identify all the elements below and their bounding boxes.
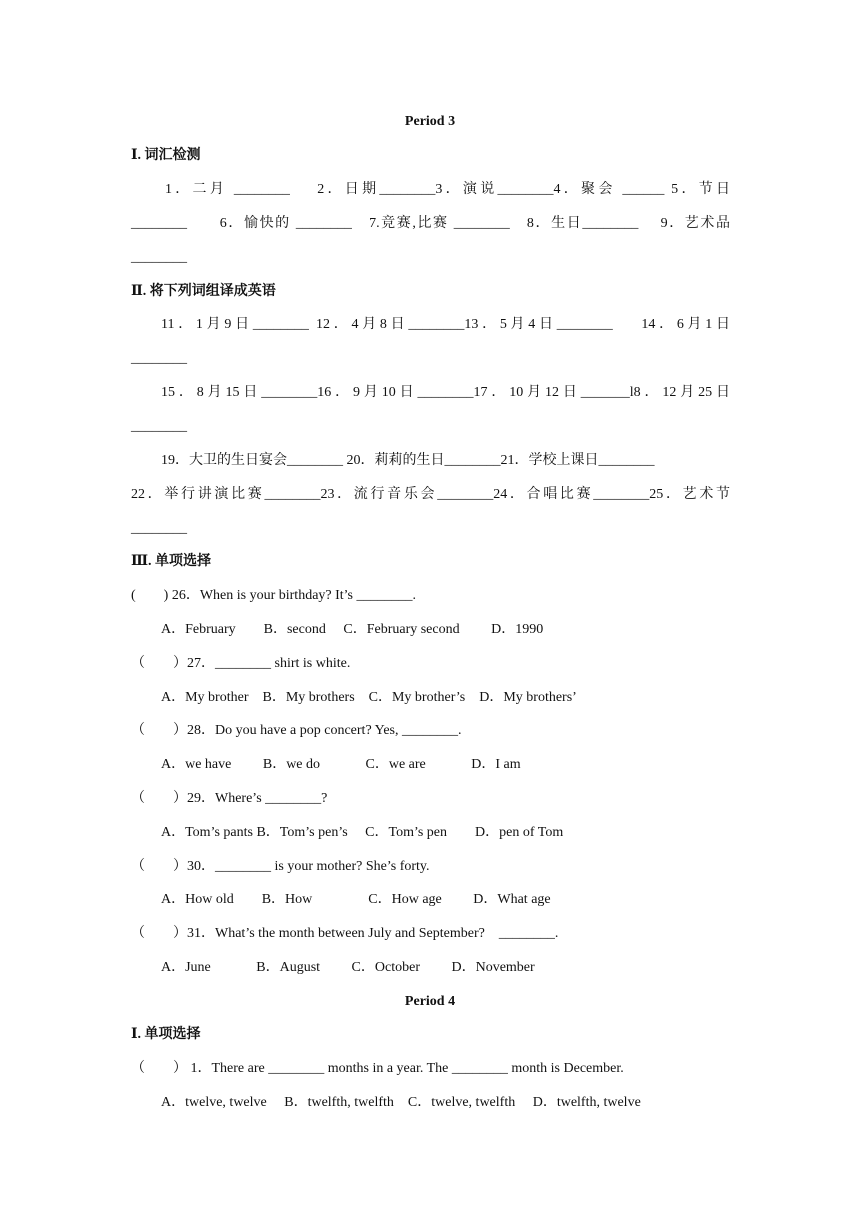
question-1-options: A．twelve, twelve B．twelfth, twelfth C．twelve, twelfth D．twelfth, twelve	[161, 1095, 641, 1110]
vocab-line-1: 1．二月 ________ 2．日期________3．演说________4．聚会 ______ 5．节日	[165, 182, 730, 197]
question-29-options: A．Tom’s pants B．Tom’s pen’s C．Tom’s pen D．pen of Tom	[161, 825, 564, 840]
section3-heading: Ⅲ. 单项选择	[131, 554, 212, 569]
question-26: ( ) 26．When is your birthday? It’s ________.	[131, 588, 417, 603]
question-27-options: A．My brother B．My brothers C．My brother’s D．My brothers’	[161, 690, 577, 705]
question-27: （ ）27．________ shirt is white.	[131, 656, 351, 671]
question-30-options: A．How old B．How C．How age D．What age	[161, 892, 551, 907]
phrase-line-2: ________	[131, 351, 187, 366]
phrase-line-4: ________	[131, 419, 187, 434]
question-1: （ ） 1．There are ________ months in a year. The ________ month is December.	[131, 1061, 624, 1076]
phrase-line-3: 15．8月15日________16．9月10日________17．10月12日_______l8．12月25日	[161, 385, 730, 400]
question-30: （ ）30．________ is your mother? She’s forty.	[131, 859, 430, 874]
phrase-line-5: 19．大卫的生日宴会________ 20．莉莉的生日________21．学校上课日________	[161, 453, 655, 468]
question-29: （ ）29．Where’s ________?	[131, 791, 328, 806]
period4-title: Period 4	[404, 994, 456, 1009]
section1-heading: Ⅰ. 词汇检测	[131, 148, 201, 163]
phrase-line-6: 22．举行讲演比赛________23．流行音乐会________24．合唱比赛________25．艺术节	[131, 487, 730, 502]
phrase-line-1: 11．1月9日________ 12．4月8日________13．5月4日________ 14．6月1日	[161, 317, 730, 332]
period4-section1-heading: Ⅰ. 单项选择	[131, 1027, 201, 1042]
period3-title: Period 3	[404, 114, 456, 129]
phrase-line-7: ________	[131, 521, 187, 536]
question-28: （ ）28．Do you have a pop concert? Yes, ________.	[131, 723, 462, 738]
question-26-options: A．February B．second C．February second D．1990	[161, 622, 544, 637]
question-31: （ ）31．What’s the month between July and September? ________.	[131, 926, 559, 941]
question-31-options: A．June B．August C．October D．November	[161, 960, 535, 975]
vocab-line-2: ________ 6．愉快的 ________ 7.竞赛,比赛 ________ 8．生日________ 9．艺术品	[131, 216, 730, 231]
section2-heading: Ⅱ. 将下列词组译成英语	[131, 284, 276, 299]
vocab-line-3: ________	[131, 250, 187, 265]
question-28-options: A．we have B．we do C．we are D．I am	[161, 757, 521, 772]
